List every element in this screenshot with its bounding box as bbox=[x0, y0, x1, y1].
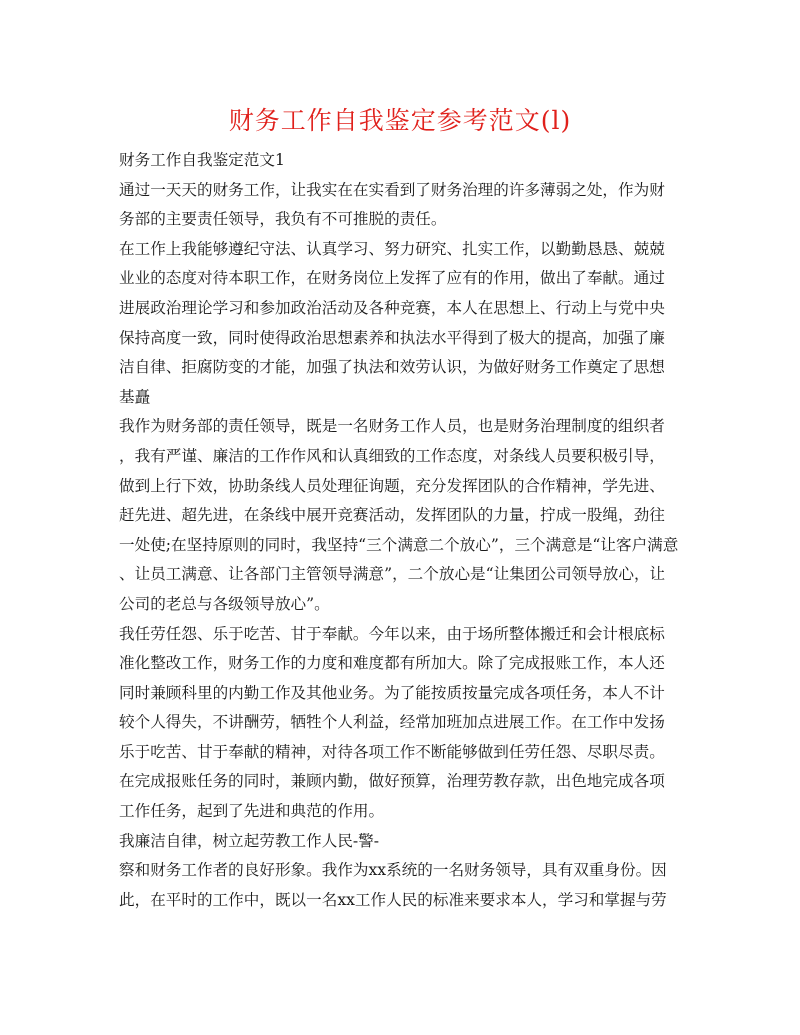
text-line: 在工作上我能够遵纪守法、认真学习、努力研究、扎实工作，以勤勤恳恳、兢兢 bbox=[119, 239, 665, 258]
text-line: 准化整改工作，财务工作的力度和难度都有所加大。除了完成报账工作，本人还 bbox=[119, 654, 665, 673]
text-line: 业业的态度对待本职工作，在财务岗位上发挥了应有的作用，做出了奉献。通过 bbox=[119, 269, 665, 288]
text-line: 一处使;在坚持原则的同时，我坚持“三个满意二个放心”，三个满意是“让客户满意 bbox=[119, 535, 679, 554]
text-line: 、让员工满意、让各部门主管领导满意”，二个放心是“让集团公司领导放心，让 bbox=[119, 565, 666, 584]
text-line: 进展政治理论学习和参加政治活动及各种竞赛，本人在思想上、行动上与党中央 bbox=[119, 298, 665, 317]
text-line: 赶先进、超先进，在条线中展开竞赛活动，发挥团队的力量，拧成一股绳，劲往 bbox=[119, 506, 665, 525]
text-line: 我廉洁自律，树立起劳教工作人民-警- bbox=[119, 831, 380, 850]
text-line: 我任劳任怨、乐于吃苦、甘于奉献。今年以来，由于场所整体搬迁和会计根底标 bbox=[119, 624, 665, 643]
text-line: 公司的老总与各级领导放心”。 bbox=[119, 594, 330, 613]
text-line: 洁自律、拒腐防变的才能，加强了执法和效劳认识，为做好财务工作奠定了思想 bbox=[119, 358, 665, 377]
text-line: 察和财务工作者的良好形象。我作为xx系统的一名财务领导，具有双重身份。因 bbox=[119, 861, 667, 880]
text-line: 财务工作自我鉴定范文1 bbox=[119, 151, 285, 169]
text-line: 此，在平时的工作中，既以一名xx工作人民的标准来要求本人，学习和掌握与劳 bbox=[119, 890, 667, 909]
text-line: 保持高度一致，同时使得政治思想素养和执法水平得到了极大的提高，加强了廉 bbox=[119, 328, 665, 347]
text-line: 我作为财务部的责任领导，既是一名财务工作人员，也是财务治理制度的组织者 bbox=[119, 417, 665, 436]
text-line: 务部的主要责任领导，我负有不可推脱的责任。 bbox=[119, 210, 447, 229]
document-body bbox=[119, 146, 681, 915]
text-line: 较个人得失，不讲酬劳，牺牲个人利益，经常加班加点进展工作。在工作中发扬 bbox=[119, 713, 665, 732]
text-line: 通过一天天的财务工作，让我实在在实看到了财务治理的许多薄弱之处，作为财 bbox=[119, 180, 665, 199]
text-line: ，我有严谨、廉洁的工作作风和认真细致的工作态度，对条线人员要积极引导， bbox=[119, 446, 665, 465]
text-line: 同时兼顾科里的内勤工作及其他业务。为了能按质按量完成各项任务，本人不计 bbox=[119, 683, 665, 702]
text-line: 工作任务，起到了先进和典范的作用。 bbox=[119, 802, 385, 821]
text-line: 基矗 bbox=[119, 387, 151, 406]
text-line: 做到上行下效，协助条线人员处理征询题，充分发挥团队的合作精神，学先进、 bbox=[119, 476, 665, 495]
text-line: 乐于吃苦、甘于奉献的精神，对待各项工作不断能够做到任劳任怨、尽职尽责。 bbox=[119, 742, 665, 761]
document-title: 财务工作自我鉴定参考范文(l) bbox=[228, 106, 572, 135]
text-line: 在完成报账任务的同时，兼顾内勤，做好预算，治理劳教存款，出色地完成各项 bbox=[119, 772, 665, 791]
